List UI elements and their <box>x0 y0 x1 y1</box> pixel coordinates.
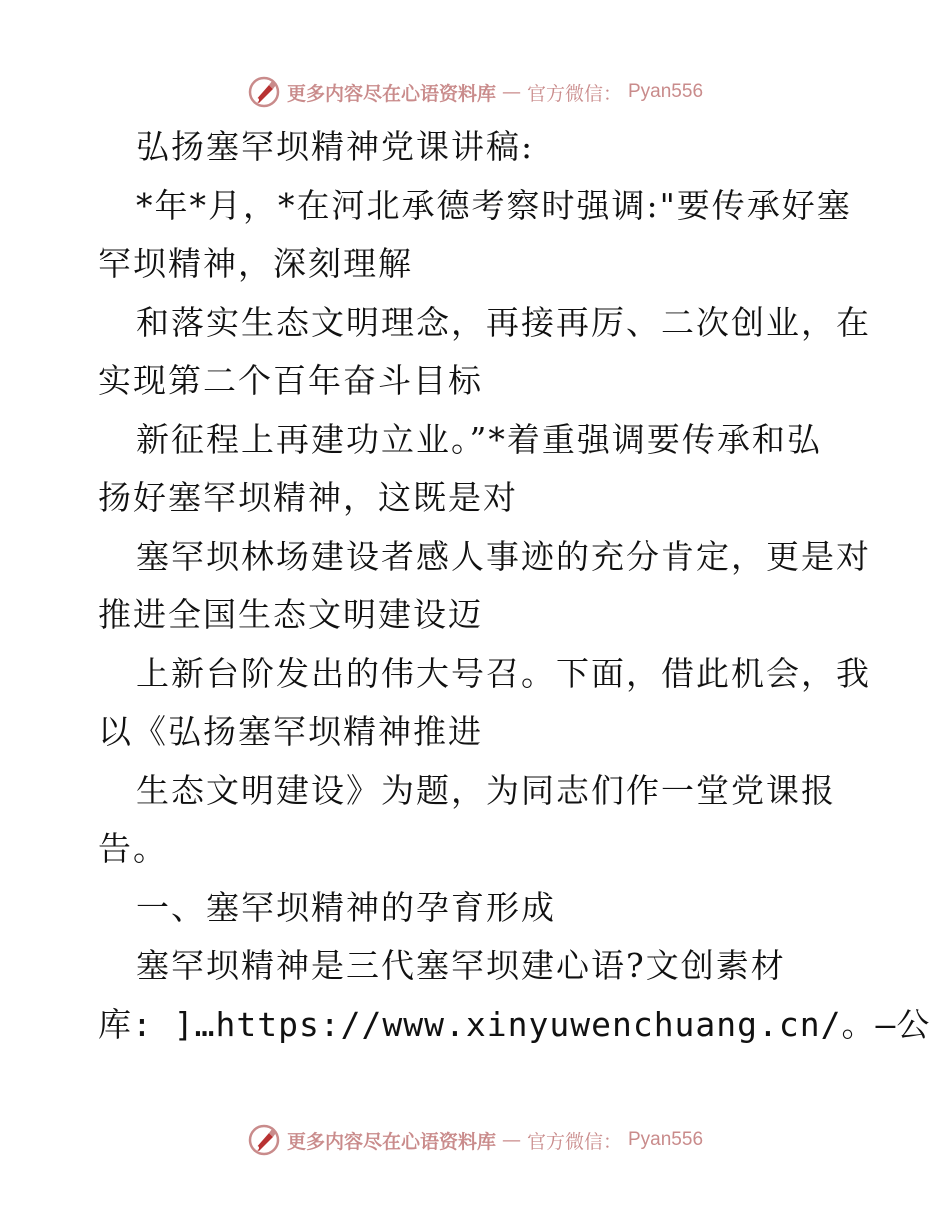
watermark-wechat-label: 官方微信： <box>526 1130 622 1153</box>
document-title: 弘扬塞罕坝精神党课讲稿: <box>136 127 535 166</box>
paragraph-line: 实现第二个百年奋斗目标 <box>98 361 483 400</box>
watermark-site-text: 更多内容尽在心语资料库 <box>286 82 496 105</box>
watermark-wechat-id: Pyan556 <box>628 81 704 102</box>
paragraph-line: 推进全国生态文明建设迈 <box>98 595 483 634</box>
pen-logo-icon <box>247 1123 281 1157</box>
watermark-wechat-id: Pyan556 <box>628 1129 704 1150</box>
footer-watermark <box>0 1120 950 1160</box>
paragraph-line: 扬好塞罕坝精神，这既是对 <box>98 478 518 517</box>
watermark-separator: — <box>501 81 521 103</box>
paragraph-line: 新征程上再建功立业。”*着重强调要传承和弘 <box>136 419 822 459</box>
paragraph-line-url: 库: ]…https://www.xinyuwenchuang.cn/。—公 <box>98 1004 931 1044</box>
paragraph-line: 罕坝精神，深刻理解 <box>98 244 413 283</box>
header-watermark <box>0 72 950 112</box>
paragraph-line: 塞罕坝林场建设者感人事迹的充分肯定，更是对 <box>136 536 871 576</box>
paragraph-line: 和落实生态文明理念，再接再厉、二次创业，在 <box>136 302 871 342</box>
paragraph-line: *年*月，*在河北承德考察时强调:"要传承好塞 <box>136 185 852 225</box>
paragraph-line: 塞罕坝精神是三代塞罕坝建心语?文创素材 <box>136 946 786 985</box>
paragraph-line: 上新台阶发出的伟大号召。下面，借此机会，我 <box>136 653 871 693</box>
watermark-wechat-label: 官方微信： <box>526 82 622 105</box>
watermark-site-text: 更多内容尽在心语资料库 <box>286 1130 496 1153</box>
paragraph-line: 生态文明建设》为题，为同志们作一堂党课报 <box>136 770 836 810</box>
paragraph-line: 以《弘扬塞罕坝精神推进 <box>98 712 483 751</box>
paragraph-line: 告。 <box>98 829 168 868</box>
watermark-separator: — <box>501 1129 521 1151</box>
document-body <box>98 118 931 1054</box>
pen-logo-icon <box>247 75 281 109</box>
section-heading: 一、塞罕坝精神的孕育形成 <box>136 887 556 927</box>
